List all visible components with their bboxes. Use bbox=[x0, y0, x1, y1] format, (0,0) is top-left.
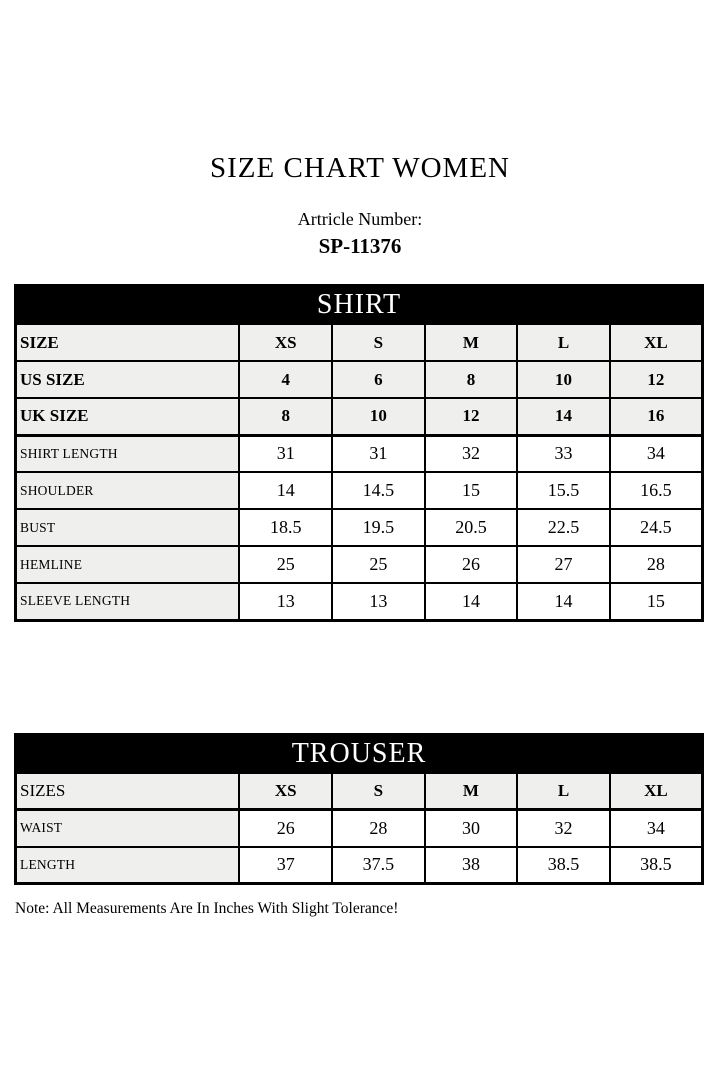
row-label: UK SIZE bbox=[16, 398, 240, 435]
table-row bbox=[16, 773, 703, 810]
measurement-cell: 33 bbox=[517, 435, 610, 472]
shirt-table bbox=[14, 284, 704, 622]
table-row bbox=[16, 324, 703, 361]
measurement-cell: 27 bbox=[517, 546, 610, 583]
size-cell: S bbox=[332, 773, 425, 810]
size-cell: L bbox=[517, 773, 610, 810]
article-number-label: Artricle Number: bbox=[297, 209, 423, 229]
measurement-cell: 38.5 bbox=[517, 847, 610, 884]
size-cell: XL bbox=[610, 773, 703, 810]
measurement-cell: 25 bbox=[239, 546, 332, 583]
size-cell: 8 bbox=[425, 361, 518, 398]
measurement-cell: 20.5 bbox=[425, 509, 518, 546]
measurement-cell: 14 bbox=[517, 583, 610, 620]
measurement-cell: 14.5 bbox=[332, 472, 425, 509]
size-cell: 8 bbox=[239, 398, 332, 435]
trouser-table-header: TROUSER bbox=[16, 734, 703, 773]
size-cell: 14 bbox=[517, 398, 610, 435]
table-row bbox=[16, 583, 703, 620]
measurement-cell: 24.5 bbox=[610, 509, 703, 546]
measurement-cell: 14 bbox=[239, 472, 332, 509]
measurement-cell: 14 bbox=[425, 583, 518, 620]
size-cell: XS bbox=[239, 773, 332, 810]
size-cell: 4 bbox=[239, 361, 332, 398]
measurement-cell: 26 bbox=[239, 810, 332, 847]
measurement-cell: 32 bbox=[517, 810, 610, 847]
measurement-cell: 28 bbox=[610, 546, 703, 583]
measurement-cell: 16.5 bbox=[610, 472, 703, 509]
measurement-cell: 13 bbox=[332, 583, 425, 620]
table-row bbox=[16, 361, 703, 398]
row-label: BUST bbox=[16, 509, 240, 546]
measurement-cell: 37 bbox=[239, 847, 332, 884]
measurement-cell: 34 bbox=[610, 435, 703, 472]
size-cell: 6 bbox=[332, 361, 425, 398]
row-label: HEMLINE bbox=[16, 546, 240, 583]
table-row bbox=[16, 847, 703, 884]
size-cell: 16 bbox=[610, 398, 703, 435]
size-cell: 10 bbox=[517, 361, 610, 398]
size-cell: 12 bbox=[425, 398, 518, 435]
measurement-cell: 15.5 bbox=[517, 472, 610, 509]
measurement-cell: 19.5 bbox=[332, 509, 425, 546]
measurement-cell: 22.5 bbox=[517, 509, 610, 546]
measurement-cell: 31 bbox=[239, 435, 332, 472]
table-row bbox=[16, 546, 703, 583]
row-label: LENGTH bbox=[16, 847, 240, 884]
measurement-cell: 26 bbox=[425, 546, 518, 583]
size-cell: S bbox=[332, 324, 425, 361]
table-row bbox=[16, 435, 703, 472]
size-cell: 12 bbox=[610, 361, 703, 398]
measurement-cell: 37.5 bbox=[332, 847, 425, 884]
measurement-cell: 31 bbox=[332, 435, 425, 472]
size-cell: 10 bbox=[332, 398, 425, 435]
row-label: SHIRT LENGTH bbox=[16, 435, 240, 472]
size-cell: M bbox=[425, 324, 518, 361]
row-label: SIZES bbox=[16, 773, 240, 810]
article-number-value: SP-11376 bbox=[318, 234, 402, 258]
page-title: SIZE CHART WOMEN bbox=[210, 152, 510, 184]
table-row bbox=[16, 509, 703, 546]
measurement-cell: 38 bbox=[425, 847, 518, 884]
measurement-cell: 15 bbox=[425, 472, 518, 509]
row-label: SHOULDER bbox=[16, 472, 240, 509]
measurement-cell: 30 bbox=[425, 810, 518, 847]
size-cell: L bbox=[517, 324, 610, 361]
shirt-table-header: SHIRT bbox=[16, 286, 703, 325]
size-cell: XL bbox=[610, 324, 703, 361]
table-row bbox=[16, 810, 703, 847]
size-cell: M bbox=[425, 773, 518, 810]
row-label: US SIZE bbox=[16, 361, 240, 398]
measurement-cell: 18.5 bbox=[239, 509, 332, 546]
measurement-cell: 38.5 bbox=[610, 847, 703, 884]
table-row bbox=[16, 734, 703, 773]
table-row bbox=[16, 398, 703, 435]
measurement-cell: 15 bbox=[610, 583, 703, 620]
table-row bbox=[16, 286, 703, 325]
size-cell: XS bbox=[239, 324, 332, 361]
measurement-cell: 13 bbox=[239, 583, 332, 620]
measurement-cell: 25 bbox=[332, 546, 425, 583]
trouser-table bbox=[14, 733, 704, 886]
row-label: WAIST bbox=[16, 810, 240, 847]
measurement-cell: 34 bbox=[610, 810, 703, 847]
measurement-cell: 32 bbox=[425, 435, 518, 472]
row-label: SLEEVE LENGTH bbox=[16, 583, 240, 620]
measurement-cell: 28 bbox=[332, 810, 425, 847]
row-label: SIZE bbox=[16, 324, 240, 361]
measurement-note: Note: All Measurements Are In Inches With Slight Tolerance! bbox=[15, 900, 399, 917]
table-row bbox=[16, 472, 703, 509]
